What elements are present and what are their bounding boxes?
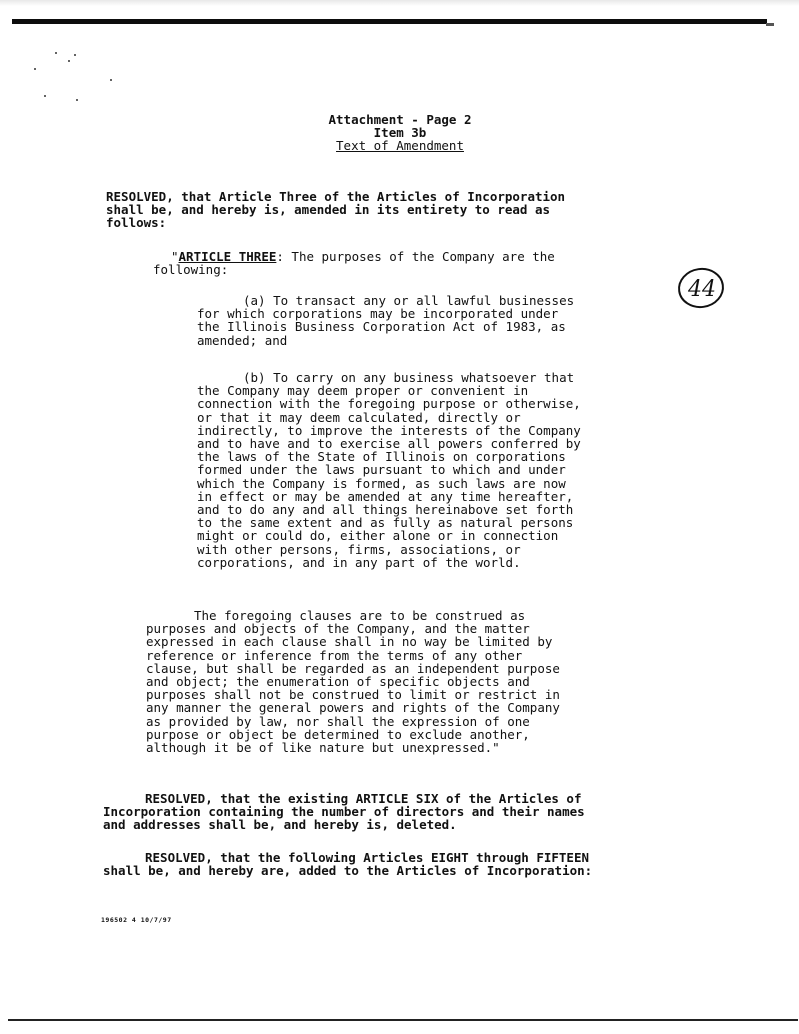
top-rule-tail (766, 23, 774, 26)
paragraph-line: and to do any and all things hereinabove set forth (197, 502, 574, 518)
paragraph-line: for which corporations may be incorporated under (197, 306, 559, 322)
top-rule (12, 19, 767, 24)
paragraph-line: in effect or may be amended at any time hereafter, (197, 488, 574, 504)
scan-speck (34, 68, 36, 70)
paragraph-line: purposes and objects of the Company, and the matter (146, 621, 530, 637)
document-header (250, 113, 550, 152)
scan-edge-artifact (0, 0, 799, 6)
paragraph-line: corporations, and in any part of the world. (197, 554, 521, 570)
paragraph-line: and object; the enumeration of specific objects and (146, 674, 530, 690)
clause-b (197, 371, 652, 569)
paragraph-line: "ARTICLE THREE: The purposes of the Company are the (171, 249, 555, 264)
paragraph-line: and to have and to exercise all powers conferred by (197, 436, 581, 452)
paragraph-line: (a) To transact any or all lawful businesses (243, 293, 575, 308)
paragraph-line: purpose or object be determined to exclude another, (146, 726, 530, 742)
scan-speck (44, 95, 46, 97)
paragraph-line: (b) To carry on any business whatsoever that (243, 370, 575, 385)
paragraph-line: amended; and (197, 332, 288, 348)
paragraph-line: or that it may deem calculated, directly or (197, 409, 521, 425)
paragraph-line: the Company may deem proper or convenient in (197, 383, 529, 399)
article-heading: ARTICLE THREE (178, 249, 277, 264)
paragraph-line: shall be, and hereby is, amended in its entirety to read as (106, 202, 551, 218)
header-title: Attachment - Page 2 (328, 112, 472, 127)
paragraph-line: follows: (106, 215, 167, 231)
paragraph-line: reference or inference from the terms of any other (146, 647, 523, 663)
resolution-paragraph-1 (106, 190, 698, 230)
resolved-lead: RESOLVED (106, 189, 167, 204)
document-code: 196502 4 10/7/97 (101, 916, 172, 924)
paragraph-line: connection with the foregoing purpose or otherwise, (197, 396, 581, 412)
article-three-intro (153, 250, 653, 276)
clause-a (197, 294, 652, 347)
handwritten-number: 44 (688, 277, 716, 302)
header-subtitle: Text of Amendment (336, 138, 464, 153)
scan-speck (68, 60, 70, 62)
paragraph-line: purposes shall not be construed to limit or restrict in (146, 687, 560, 703)
paragraph-line: Incorporation containing the number of directors and their names (103, 804, 585, 820)
paragraph-line: RESOLVED, that the existing ARTICLE SIX of the Articles of (145, 791, 582, 806)
paragraph-line: as provided by law, nor shall the expression of one (146, 713, 530, 729)
resolution-paragraph-2 (103, 792, 695, 832)
scan-speck (74, 54, 76, 56)
construction-clause (146, 609, 651, 754)
paragraph-line: RESOLVED, that Article Three of the Articles of Incorporation (106, 189, 566, 204)
header-item: Item 3b (373, 125, 427, 140)
paragraph-line: might or could do, either alone or in connection (197, 528, 559, 544)
paragraph-line: formed under the laws pursuant to which and under (197, 462, 566, 478)
paragraph-line: following: (153, 262, 229, 278)
paragraph-line: clause, but shall be regarded as an independent purpose (146, 660, 560, 676)
paragraph-line: any manner the general powers and rights of the Company (146, 700, 560, 716)
paragraph-line: with other persons, firms, associations, or (197, 541, 521, 557)
paragraph-line: RESOLVED, that the following Articles EIGHT through FIFTEEN (145, 850, 590, 865)
paragraph-line: expressed in each clause shall in no way be limited by (146, 634, 553, 650)
paragraph-line: indirectly, to improve the interests of the Company (197, 422, 581, 438)
paragraph-line: which the Company is formed, as such laws are now (197, 475, 566, 491)
paragraph-line: although it be of like nature but unexpressed." (146, 740, 500, 756)
scan-speck (110, 79, 112, 81)
paragraph-line: The foregoing clauses are to be construed as (194, 608, 526, 623)
scan-speck (76, 99, 78, 101)
paragraph-line: to the same extent and as fully as natural persons (197, 515, 574, 531)
paragraph-line: the laws of the State of Illinois on corporations (197, 449, 566, 465)
paragraph-line: the Illinois Business Corporation Act of 1983, as (197, 319, 566, 335)
paragraph-line: and addresses shall be, and hereby is, deleted. (103, 817, 457, 833)
handwritten-circle-icon (676, 266, 726, 310)
scan-speck (55, 52, 57, 54)
paragraph-line: shall be, and hereby are, added to the Articles of Incorporation: (103, 863, 593, 879)
bottom-rule (8, 1019, 798, 1021)
handwritten-mark (676, 266, 726, 310)
resolution-paragraph-3 (103, 851, 695, 877)
